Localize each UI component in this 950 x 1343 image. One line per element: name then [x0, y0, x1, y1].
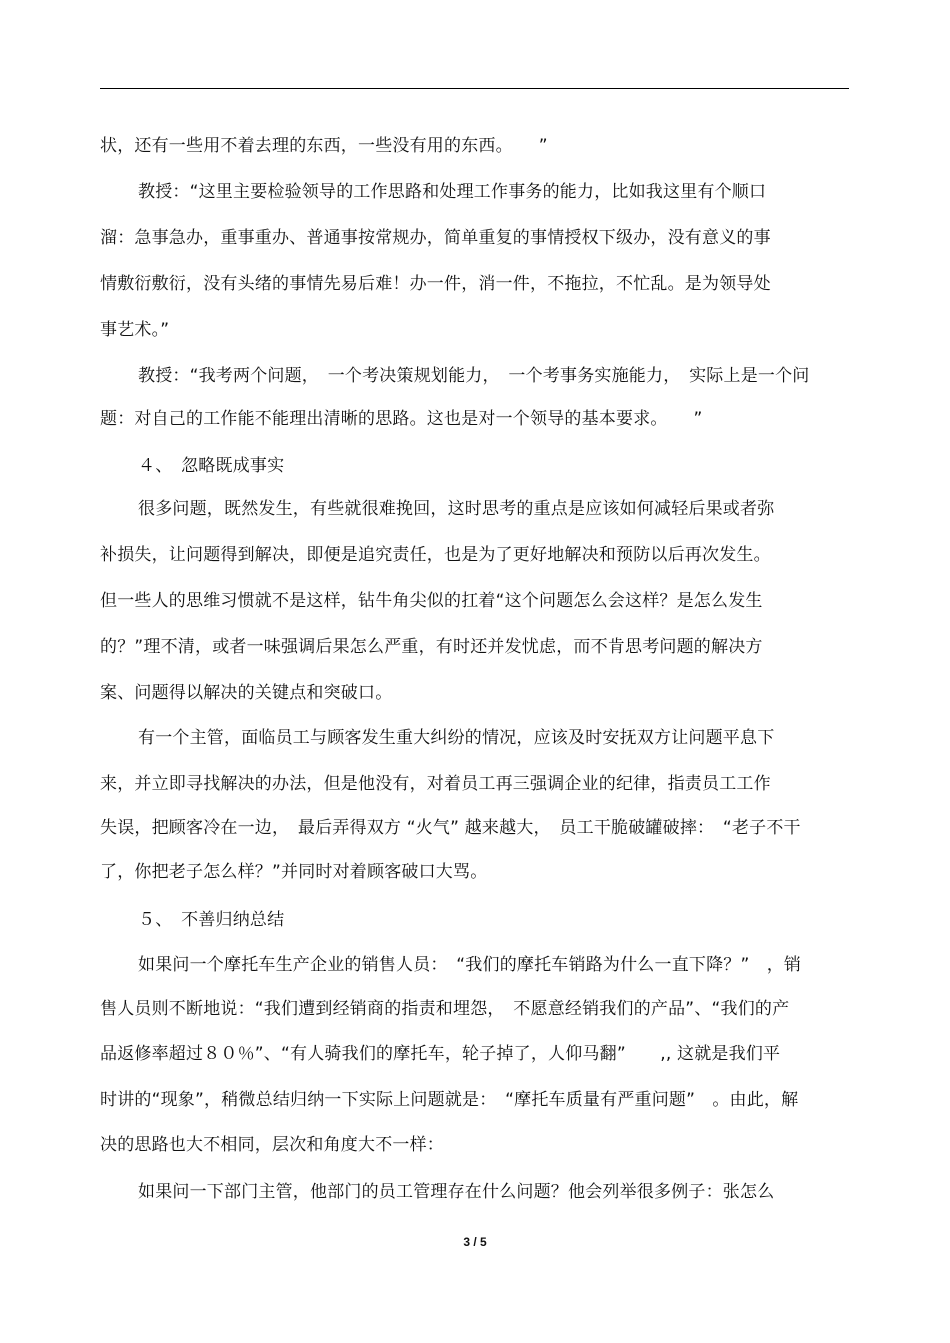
body-line: 了，你把老子怎么样？”并同时对着顾客破口大骂。	[100, 862, 488, 882]
body-line: 教授：“我考两个问题， 一个考决策规划能力， 一个考事务实施能力， 实际上是一个问	[138, 366, 810, 386]
body-line: 品返修率超过８０％”、“有人骑我们的摩托车，轮子掉了，人仰马翻” ,, 这就是我们平	[100, 1044, 781, 1064]
body-line: 时讲的“现象”，稍微总结归纳一下实际上问题就是： “摩托车质量有严重问题” 。由此，解	[100, 1090, 799, 1110]
body-line: 溜：急事急办，重事重办、普通事按常规办，简单重复的事情授权下级办，没有意义的事	[100, 228, 771, 248]
body-line: 题：对自己的工作能不能理出清晰的思路。这也是对一个领导的基本要求。 ”	[100, 409, 703, 429]
body-line: 但一些人的思维习惯就不是这样，钻牛角尖似的扛着“这个问题怎么会这样？是怎么发生	[100, 591, 763, 611]
body-line: 的？”理不清，或者一味强调后果怎么严重，有时还并发忧虑，而不肯思考问题的解决方	[100, 637, 763, 657]
page-number: 3 / 5	[463, 1235, 487, 1249]
body-line: 失误，把顾客冷在一边， 最后弄得双方 “火气” 越来越大， 员工干脆破罐破摔： “老子不干	[100, 818, 801, 838]
body-line: 很多问题，既然发生，有些就很难挽回，这时思考的重点是应该如何减轻后果或者弥	[138, 499, 775, 519]
body-line: 来，并立即寻找解决的办法，但是他没有，对着员工再三强调企业的纪律，指责员工工作	[100, 774, 771, 794]
body-line: 售人员则不断地说：“我们遭到经销商的指责和埋怨， 不愿意经销我们的产品”、“我们的产	[100, 999, 790, 1019]
body-line: 有一个主管，面临员工与顾客发生重大纠纷的情况，应该及时安抚双方让问题平息下	[138, 728, 775, 748]
body-line: 决的思路也大不相同，层次和角度大不一样：	[100, 1135, 444, 1155]
body-line: 补损失，让问题得到解决，即便是追究责任，也是为了更好地解决和预防以后再次发生。	[100, 545, 771, 565]
body-line: 情敷衍敷衍，没有头绪的事情先易后难！办一件，消一件，不拖拉，不忙乱。是为领导处	[100, 274, 771, 294]
body-line: 如果问一下部门主管，他部门的员工管理存在什么问题？他会列举很多例子：张怎么	[138, 1182, 775, 1202]
body-line: 如果问一个摩托车生产企业的销售人员： “我们的摩托车销路为什么一直下降？” ，销	[138, 955, 802, 975]
body-line: 教授：“这里主要检验领导的工作思路和处理工作事务的能力，比如我这里有个顺口	[138, 182, 767, 202]
body-line: 事艺术。”	[100, 320, 170, 340]
body-line: 案、问题得以解决的关键点和突破口。	[100, 683, 393, 703]
header-rule	[100, 88, 849, 89]
section-heading: ５、 不善归纳总结	[138, 910, 285, 930]
body-line: 状，还有一些用不着去理的东西，一些没有用的东西。 ”	[100, 136, 548, 156]
section-heading: ４、 忽略既成事实	[138, 456, 285, 476]
